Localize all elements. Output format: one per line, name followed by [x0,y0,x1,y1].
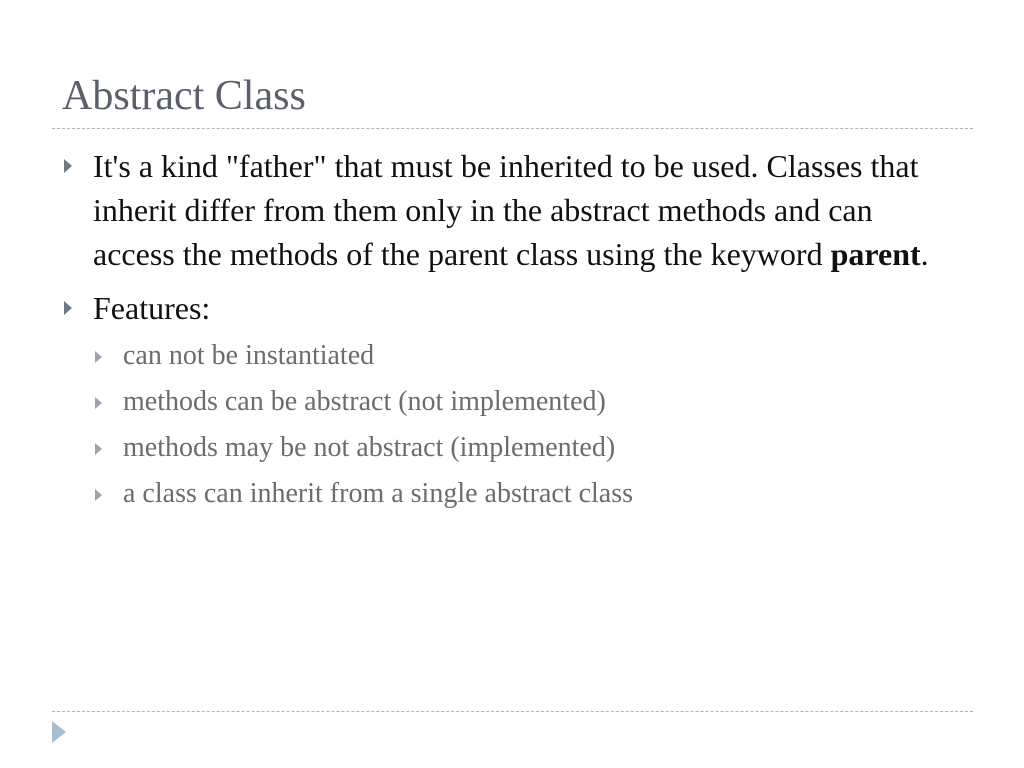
feature-item [62,384,962,420]
bullet-item-features [62,286,962,330]
bullet-item-definition [62,144,962,276]
footer-divider [52,711,973,712]
title-divider [52,128,973,129]
triangle-right-icon [64,301,72,315]
triangle-right-icon [64,159,72,173]
triangle-right-icon [95,397,102,409]
next-slide-icon[interactable] [52,721,66,743]
features-list [62,338,962,512]
feature-item [62,430,962,466]
bullet-text-start: It's a kind "father" that must be inherited to be used. Classes that inherit differ from them only in the abstract methods and can access the methods of the parent class using the keyword [93,148,919,272]
slide-content [62,144,962,522]
keyword-parent: parent [830,236,921,272]
triangle-right-icon [95,489,102,501]
slide-title: Abstract Class [62,73,306,119]
feature-text: a class can inherit from a single abstract class [123,478,634,509]
triangle-right-icon [95,443,102,455]
feature-item [62,476,962,512]
bullet-text [93,144,962,276]
feature-text: methods may be not abstract (implemented) [123,432,616,463]
bullet-text: Features: [93,290,211,326]
feature-text: methods can be abstract (not implemented) [123,386,606,417]
feature-item [62,338,962,374]
feature-text: can not be instantiated [123,340,375,371]
bullet-text-end: . [920,236,929,272]
triangle-right-icon [95,351,102,363]
